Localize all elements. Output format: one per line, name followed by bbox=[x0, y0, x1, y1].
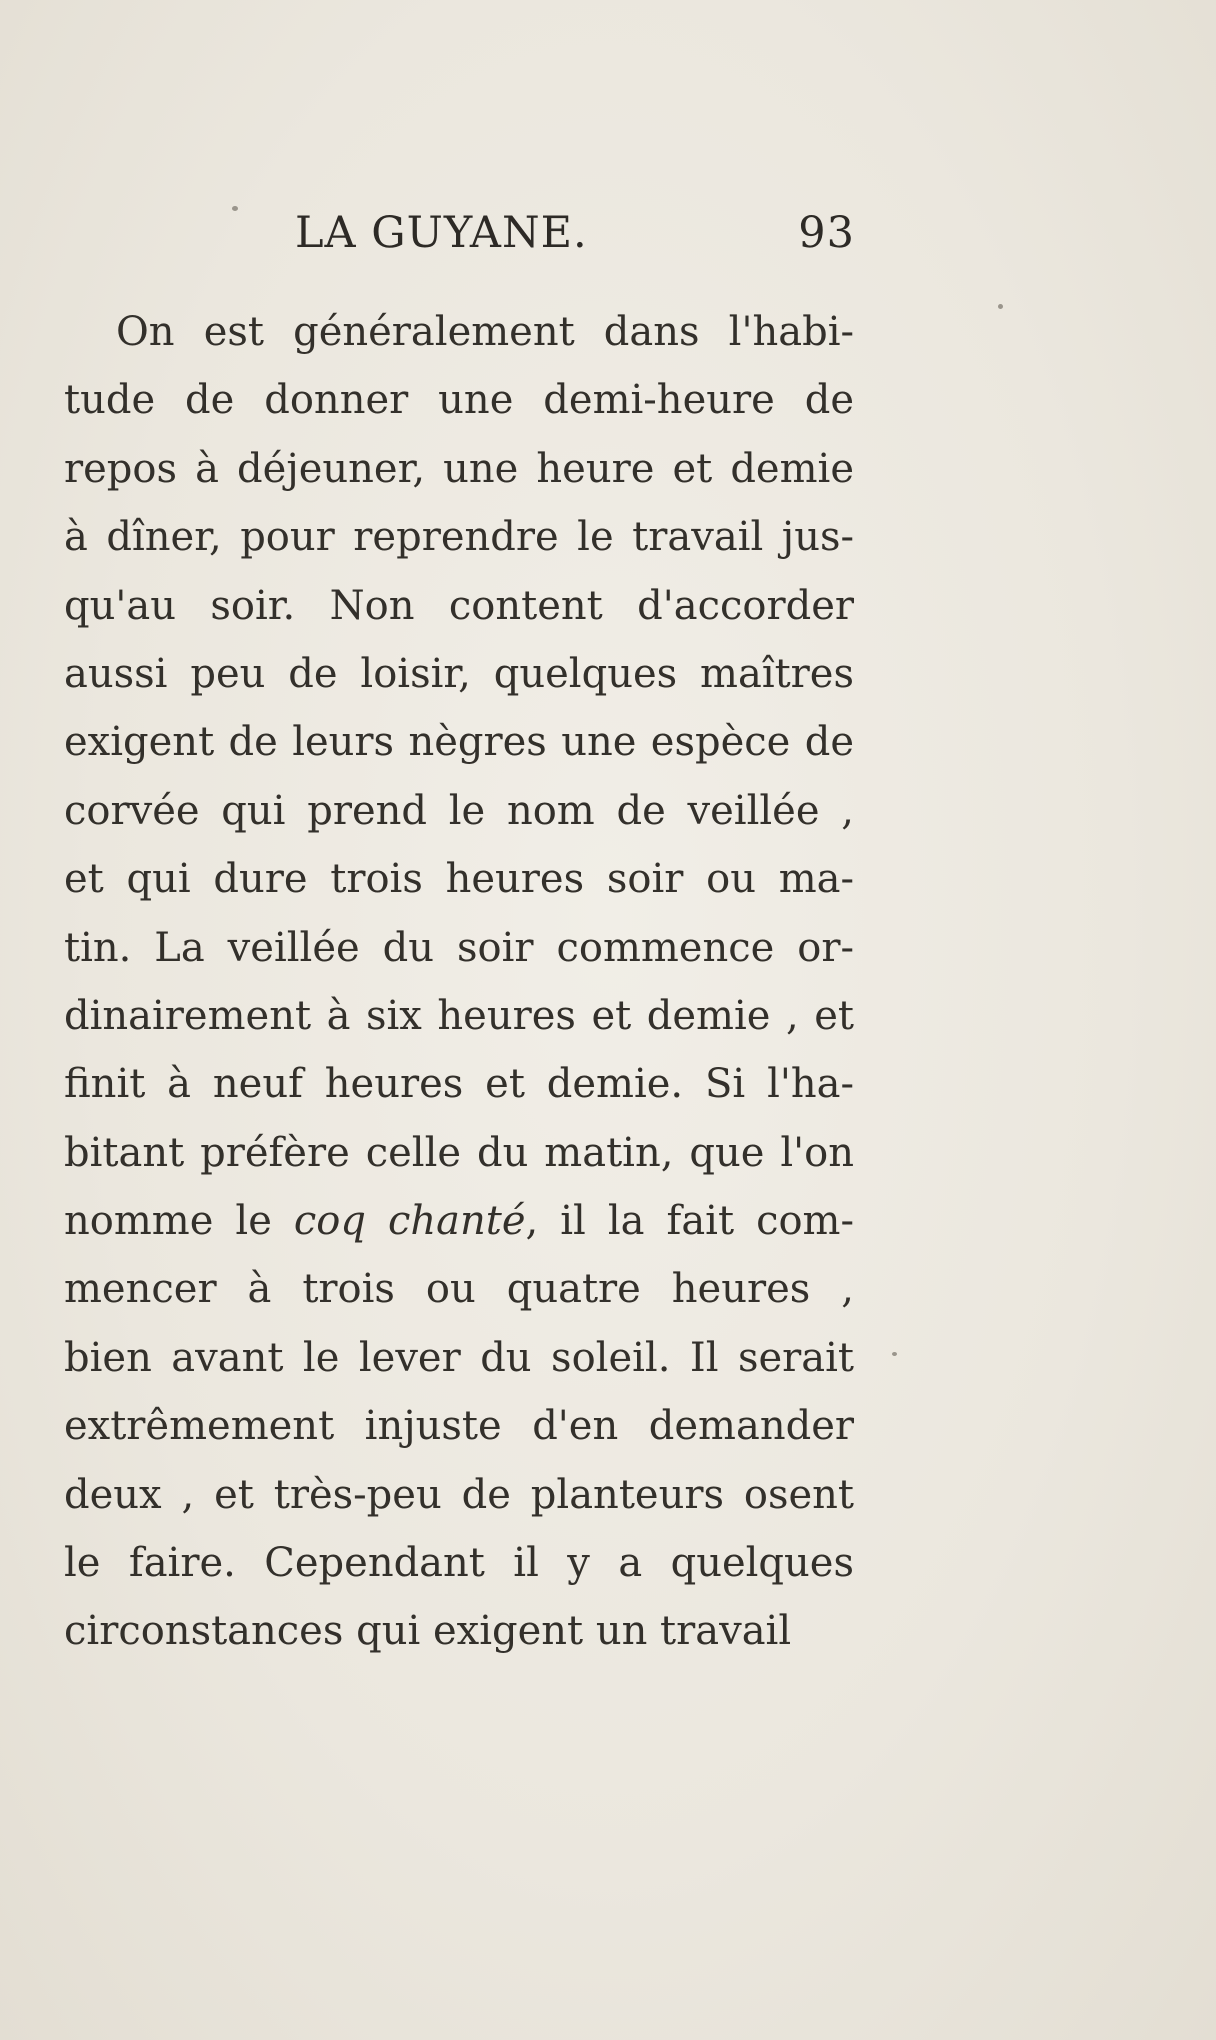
paper-speck bbox=[998, 304, 1003, 309]
text-line: repos à déjeuner, une heure et demie bbox=[64, 445, 854, 492]
text-line: corvée qui prend le nom de veillée , bbox=[64, 787, 854, 834]
running-title: LA GUYANE. bbox=[295, 208, 588, 258]
text-line: tin. La veillée du soir commence or- bbox=[64, 924, 854, 971]
italic-phrase: coq chanté bbox=[293, 1198, 526, 1245]
paper-speck bbox=[232, 206, 238, 211]
text-line: exigent de leurs nègres une espèce de bbox=[64, 719, 854, 766]
paper-speck bbox=[892, 1352, 897, 1356]
page-number: 93 bbox=[798, 208, 855, 258]
text-line: finit à neuf heures et demie. Si l'ha- bbox=[64, 1061, 854, 1108]
text-segment: nomme le bbox=[64, 1198, 294, 1245]
text-line: tude de donner une demi-heure de bbox=[64, 377, 854, 424]
text-line: extrêmement injuste d'en demander bbox=[64, 1403, 854, 1450]
running-header bbox=[295, 208, 855, 278]
text-line: le faire. Cependant il y a quelques bbox=[64, 1540, 854, 1587]
text-line: dinairement à six heures et demie , et bbox=[64, 992, 854, 1039]
text-line: qu'au soir. Non content d'accorder bbox=[64, 582, 854, 629]
text-segment: , il la fait com- bbox=[525, 1198, 855, 1245]
text-line: aussi peu de loisir, quelques maîtres bbox=[64, 650, 854, 697]
text-line: bitant préfère celle du matin, que l'on bbox=[64, 1129, 854, 1176]
text-line: à dîner, pour reprendre le travail jus- bbox=[64, 514, 854, 561]
text-line: et qui dure trois heures soir ou ma- bbox=[64, 856, 854, 903]
text-line: circonstances qui exigent un travail bbox=[64, 1608, 792, 1655]
text-line: On est généralement dans l'habi- bbox=[116, 309, 854, 355]
text-line: deux , et très-peu de planteurs osent bbox=[64, 1471, 854, 1518]
text-line: bien avant le lever du soleil. Il serait bbox=[64, 1334, 854, 1381]
text-line: mencer à trois ou quatre heures , bbox=[64, 1266, 854, 1313]
text-line bbox=[64, 1187, 854, 1255]
body-text bbox=[64, 298, 854, 1666]
